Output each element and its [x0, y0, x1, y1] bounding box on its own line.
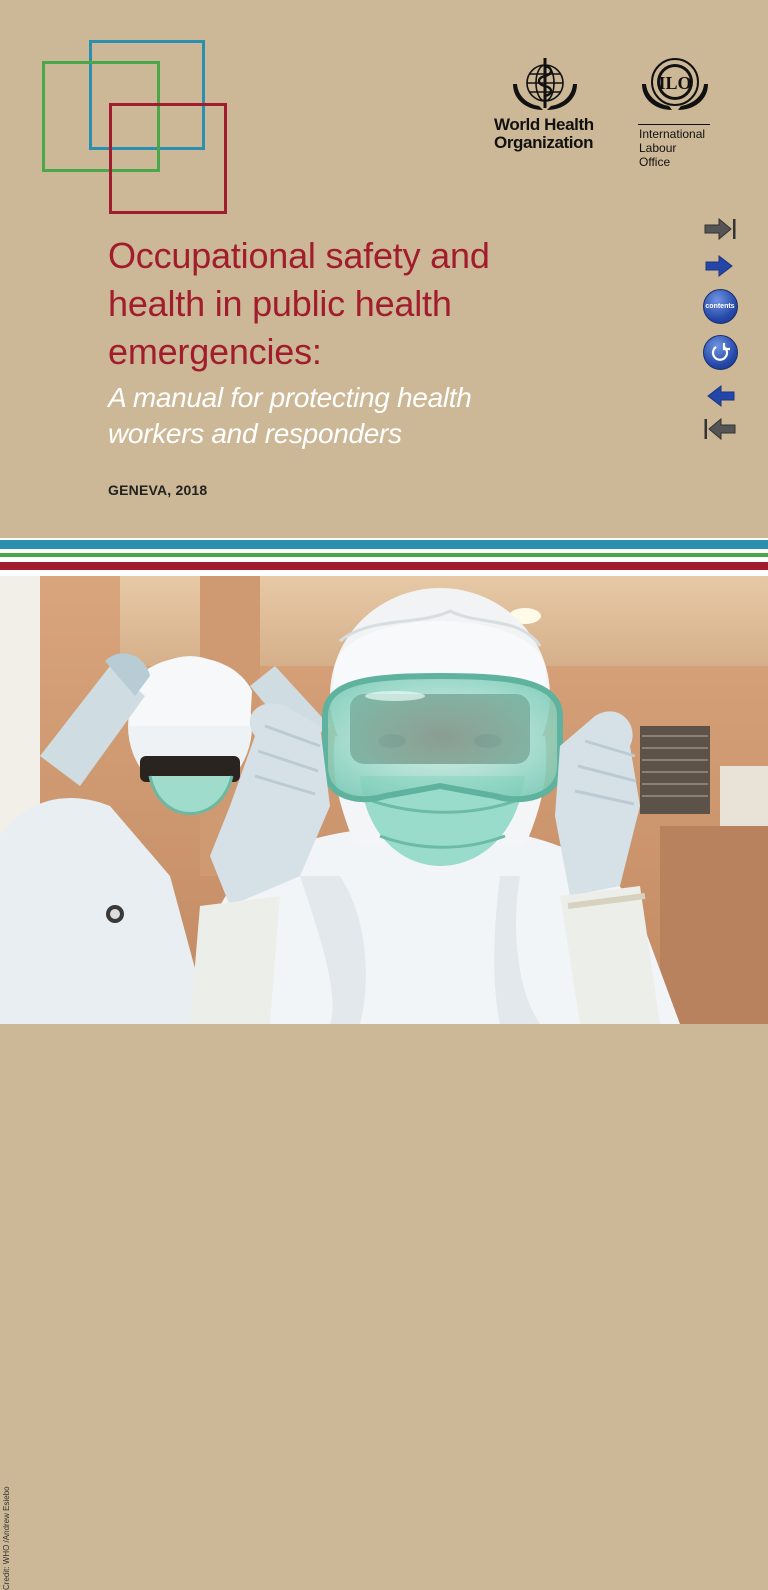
- ilo-name-line-1: International: [639, 127, 706, 141]
- document-title: [108, 232, 688, 376]
- ilo-name-line-3: Office: [639, 155, 671, 169]
- back-icon: [703, 335, 738, 370]
- title-line-1: Occupational safety and: [108, 235, 490, 276]
- ilo-divider-line: [638, 124, 710, 125]
- subtitle-line-1: A manual for protecting health: [108, 382, 472, 413]
- next-page-icon: [704, 254, 736, 278]
- ilo-emblem-logo: [636, 52, 714, 112]
- ilo-name-line-2: Labour: [639, 141, 677, 155]
- previous-page-icon: [704, 384, 736, 408]
- who-emblem-logo: [509, 54, 581, 112]
- decorative-stripes: [0, 538, 768, 576]
- last-page-button[interactable]: [700, 214, 740, 244]
- title-line-2: health in public health: [108, 283, 452, 324]
- title-line-3: emergencies:: [108, 331, 322, 372]
- ilo-emblem-text: ILO: [658, 73, 692, 93]
- publication-place-date: GENEVA, 2018: [108, 482, 208, 498]
- cover-photo-health-workers: [0, 576, 768, 1590]
- cover-top-panel: [0, 0, 768, 538]
- back-button[interactable]: [700, 334, 740, 370]
- first-page-icon: [702, 416, 738, 442]
- stripe-blue: [0, 540, 768, 549]
- next-page-button[interactable]: [700, 252, 740, 280]
- ilo-organization-name: [639, 127, 729, 169]
- who-name-line-2: Organization: [494, 133, 594, 152]
- who-organization-name: [494, 116, 614, 152]
- contents-icon: [703, 289, 738, 324]
- stripe-red: [0, 562, 768, 570]
- document-subtitle: [108, 380, 688, 452]
- health-workers-in-ppe-image: [0, 576, 768, 1024]
- first-page-button[interactable]: [700, 414, 740, 444]
- photo-credit: Credit: WHO /Andrew Esiebo: [2, 1486, 11, 1590]
- contents-label: contents: [705, 302, 735, 310]
- subtitle-line-2: workers and responders: [108, 418, 402, 449]
- last-page-icon: [702, 216, 738, 242]
- decorative-square-red: [109, 103, 227, 214]
- who-name-line-1: World Health: [494, 115, 594, 134]
- previous-page-button[interactable]: [700, 382, 740, 410]
- stripe-green: [0, 553, 768, 557]
- contents-button[interactable]: [700, 288, 740, 324]
